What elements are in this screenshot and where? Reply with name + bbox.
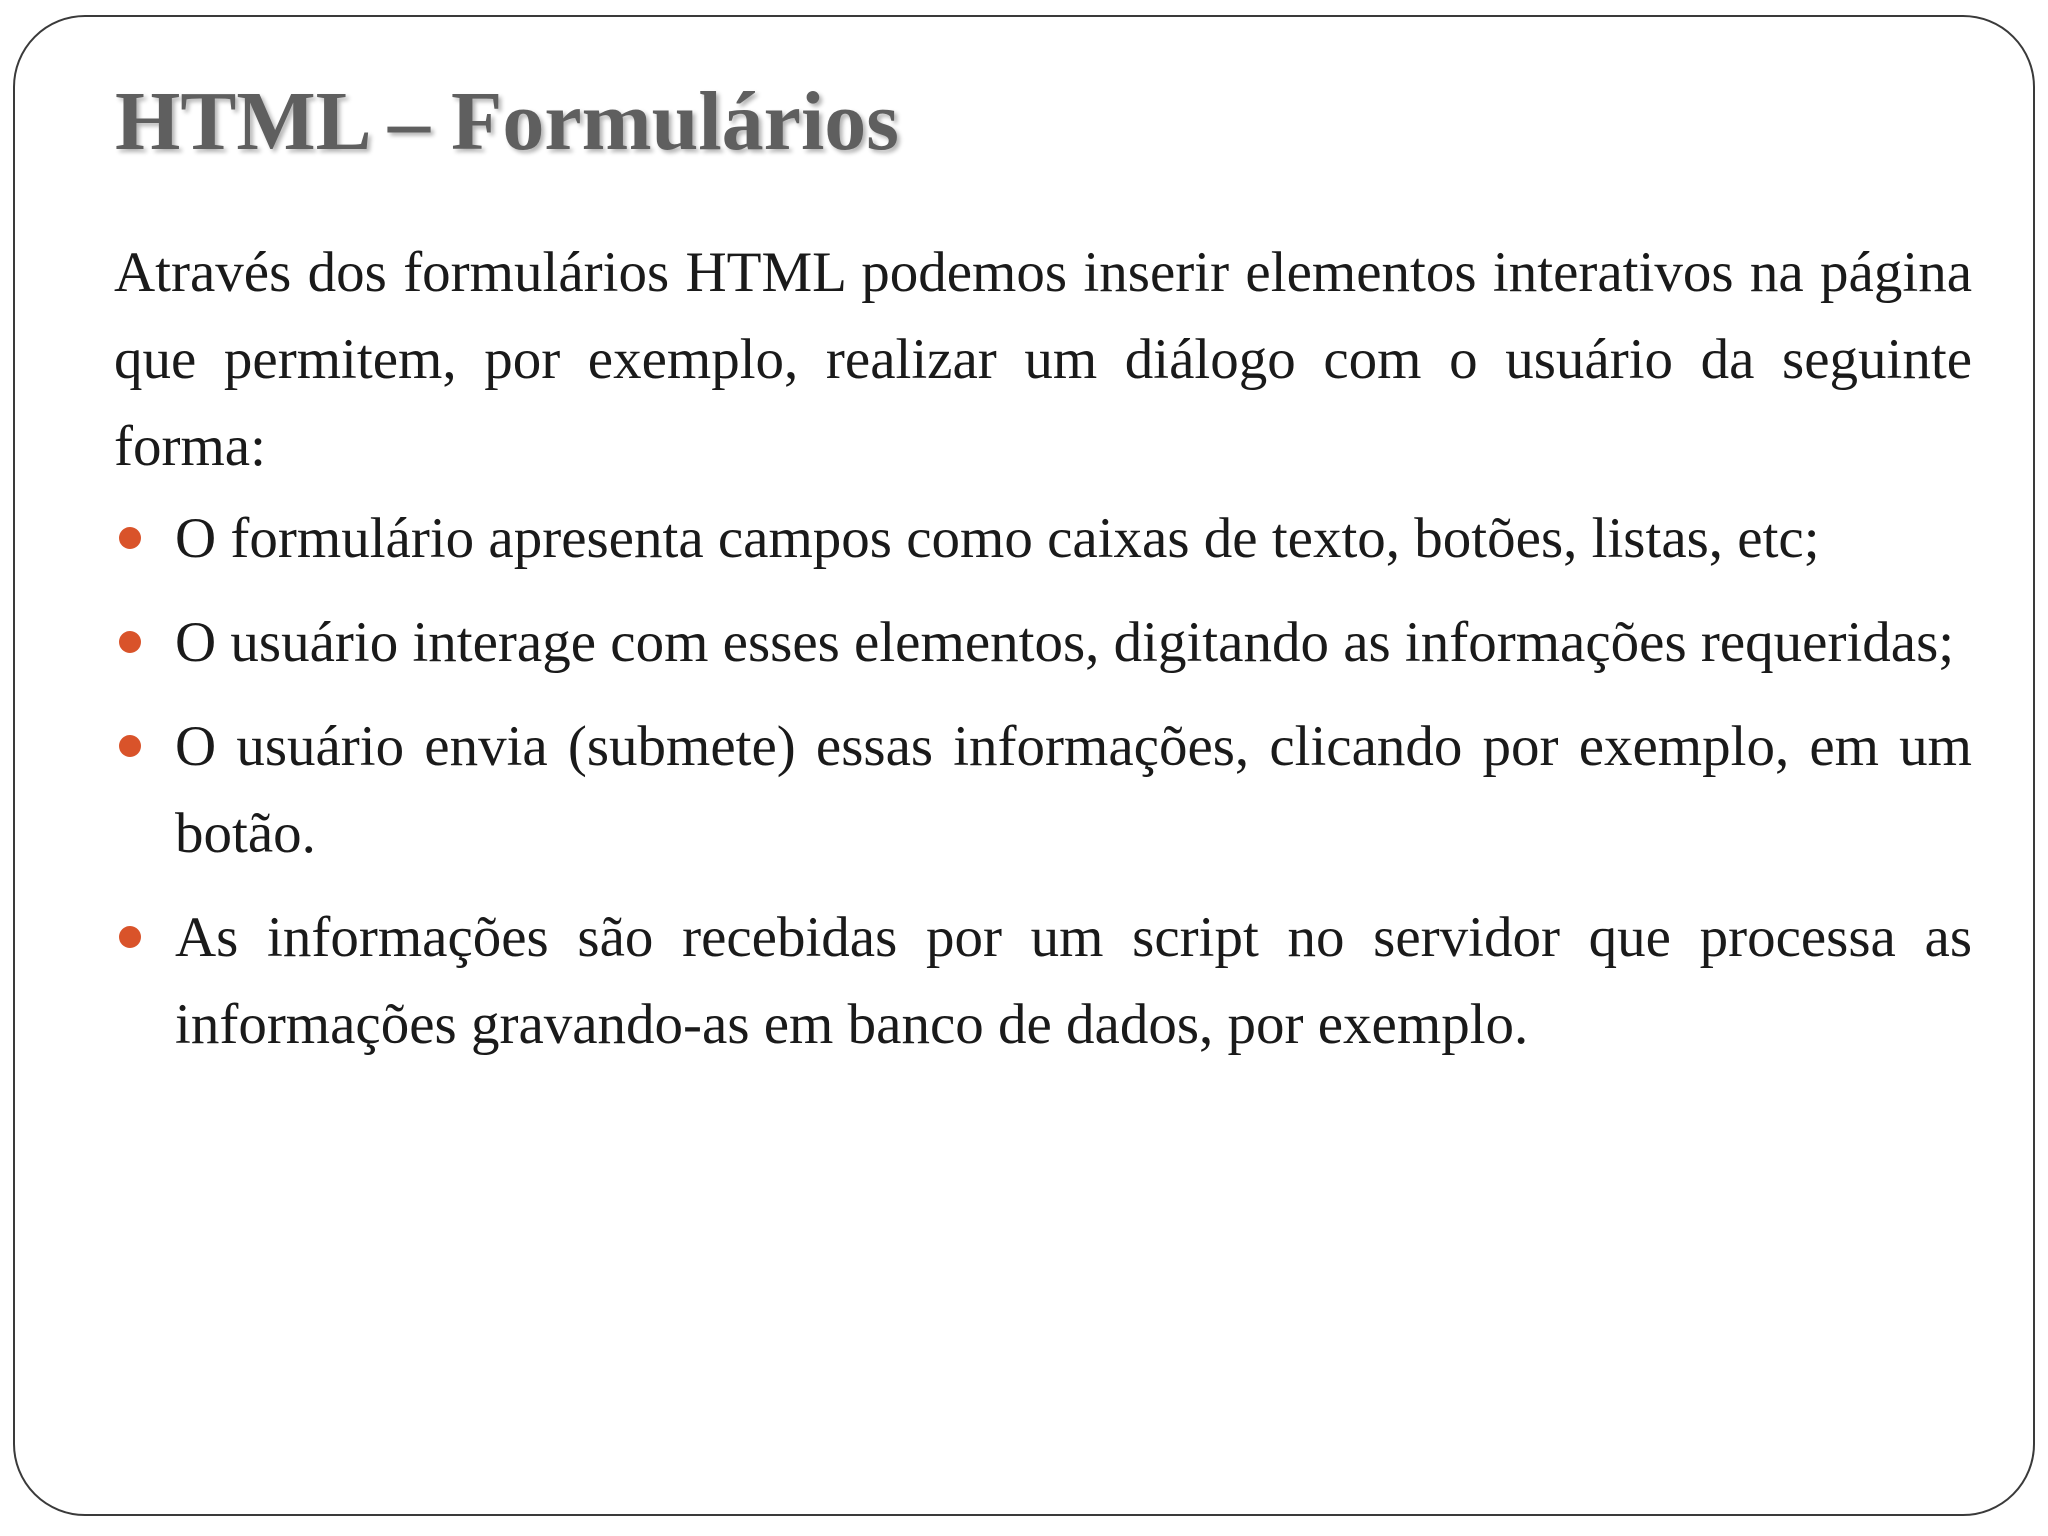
bullet-dot-icon: [119, 926, 141, 948]
list-item: [114, 495, 1972, 582]
bullet-dot-icon: [119, 527, 141, 549]
bullet-dot-icon: [119, 631, 141, 653]
list-item: [114, 703, 1972, 877]
slide-content: [114, 229, 1972, 1085]
list-item: [114, 599, 1972, 686]
intro-paragraph: Através dos formulários HTML podemos inserir elementos interativos na página que permitem, por exemplo, realizar um diálogo com o usuário da seguinte forma:: [114, 241, 1972, 478]
slide-frame: [13, 15, 2035, 1516]
bullet-text: As informações são recebidas por um script no servidor que processa as informações gravando-as em banco de dados, por exemplo.: [175, 906, 1972, 1056]
bullet-dot-icon: [119, 735, 141, 757]
list-item: [114, 894, 1972, 1068]
bullet-text: O usuário envia (submete) essas informações, clicando por exemplo, em um botão.: [175, 715, 1972, 865]
bullet-text: O formulário apresenta campos como caixas de texto, botões, listas, etc;: [175, 507, 1820, 570]
bullet-text: O usuário interage com esses elementos, digitando as informações requeridas;: [175, 611, 1955, 674]
slide-title: HTML – Formulários: [115, 75, 899, 168]
bullet-list: [114, 495, 1972, 1068]
